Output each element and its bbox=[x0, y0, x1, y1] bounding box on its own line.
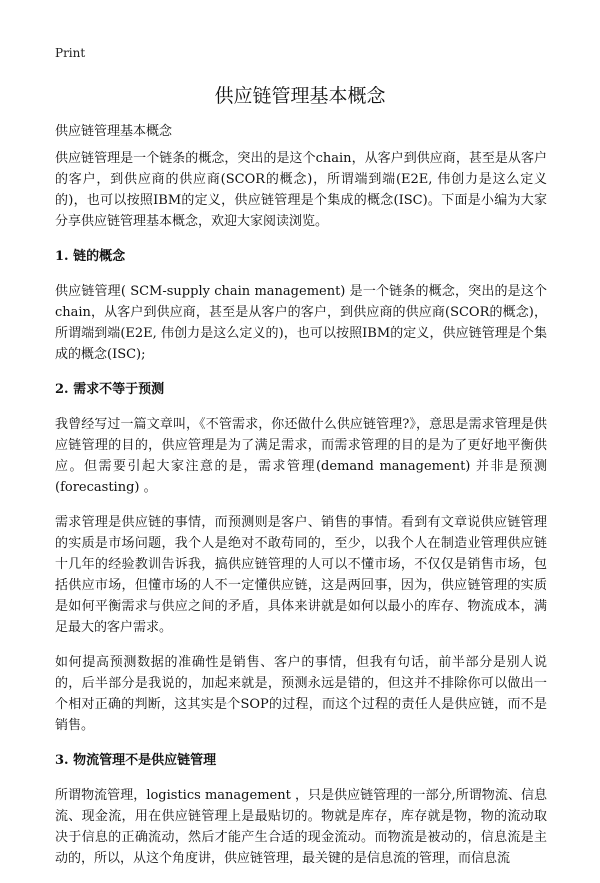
section-2-paragraph-3: 如何提高预测数据的准确性是销售、客户的事情，但我有句话，前半部分是别人说的，后半部分是我说的，加起来就是，预测永远是错的，但这并不排除你可以做出一个相对正确的判断，这其实是个SOP的过程，而这个过程的责任人是供应链，而不是销售。 bbox=[55, 655, 547, 733]
section-2-paragraph-2: 需求管理是供应链的事情，而预测则是客户、销售的事情。看到有文章说供应链管理的实质是市场问题，我个人是绝对不敢苟同的，至少，以我个人在制造业管理供应链十几年的经验教训告诉我，搞供应链管理的人可以不懂市场，不仅仅是销售市场，包括供应市场，但懂市场的人不一定懂供应链，这是两回事，因为，供应链管理的实质是如何平衡需求与供应之间的矛盾，具体来讲就是如何以最小的库存、物流成本，满足最大的客户需求。 bbox=[55, 515, 547, 635]
document-subtitle: 供应链管理基本概念 bbox=[55, 124, 173, 139]
section-3-paragraph-1: 所谓物流管理，logistics management ，只是供应链管理的一部分,所谓物流、信息流、现金流，用在供应链管理上是最贴切的。物就是库存，库存就是物，物的流动取决于信息的正确流动，然后才能产生合适的现金流动。而物流是被动的，信息流是主动的，所以，从这个角度讲，供应链管理，最关键的是信息流的管理，而信息流 bbox=[55, 788, 547, 866]
print-link[interactable]: Print bbox=[55, 46, 86, 60]
section-heading-3: 3. 物流管理不是供应链管理 bbox=[55, 753, 217, 768]
intro-paragraph: 供应链管理是一个链条的概念，突出的是这个chain，从客户到供应商，甚至是从客户的客户，到供应商的供应商(SCOR的概念)，所谓端到端(E2E, 伟创力是这么定义的)，也可以按照IBM的定义，供应链管理是个集成的概念(ISC)。下面是小编为大家分享供应链管理基本概念，欢迎大家阅读浏览。 bbox=[55, 151, 547, 229]
page-title: 供应链管理基本概念 bbox=[214, 85, 386, 107]
section-heading-2: 2. 需求不等于预测 bbox=[55, 382, 165, 397]
section-2-paragraph-1: 我曾经写过一篇文章叫，《不管需求，你还做什么供应链管理?》，意思是需求管理是供应链管理的目的，供应管理是为了满足需求，而需求管理的目的是为了更好地平衡供应。但需要引起大家注意的是，需求管理(demand management) 并非是预测(forecasting) 。 bbox=[55, 417, 547, 495]
section-1-paragraph-1: 供应链管理( SCM-supply chain management) 是一个链条的概念，突出的是这个chain，从客户到供应商，甚至是从客户的客户，到供应商的供应商(SCOR的概念)，所谓端到端(E2E, 伟创力是这么定义的)，也可以按照IBM的定义，供应链管理是个集成的概念(ISC); bbox=[55, 284, 547, 362]
article-body bbox=[55, 148, 547, 883]
section-heading-1: 1. 链的概念 bbox=[55, 249, 126, 264]
